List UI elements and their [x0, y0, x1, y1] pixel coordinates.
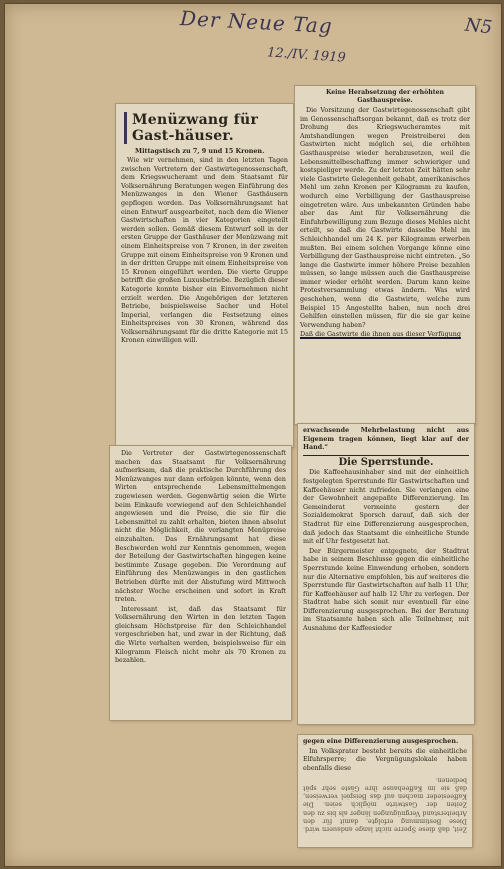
paragraph: Die Kaffeehausinhaber sind mit der einheitlich festgelegten Sperrstunde für Gastwirtschaften und Kaffeehäuser nicht zufrieden. Sie verlangen eine der Gewohnheit angepaßte Differenzierung. Im Gemeinderat vermeinte gestern der Sozialdemokrat Sporsch darauf, daß sich der Stadtrat für eine Differenzierung ausgesprochen, daß jedoch das Staatsamt die einheitliche Stunde mit elf Uhr festgesetzt hat.: [303, 469, 469, 546]
paragraph: Im Volksprater besteht bereits die einheitliche Elfuhrsperre; die Vergnügungslokale haben ebenfalls diese: [303, 747, 467, 772]
handwritten-source: Der Neue Tag: [179, 6, 334, 38]
clipping-menuzwang: [116, 104, 293, 447]
section-heading: Die Sperrstunde.: [338, 456, 434, 468]
paragraph: Der Bürgermeister entgegnete, der Stadtrat habe in seinem Beschlusse gegen die einheitliche Sperrstunde keine Einwendung erhoben, sondern nur die Alternative empfohlen, bis auf weiteres die Sperrstunde für Gastwirtschaften auf halb 11 Uhr, für Kaffeehäuser auf halb 12 Uhr zu verlegen. Der Stadtrat habe sich somit nur eventuell für eine Differenzierung ausgesprochen. Bei der Beratung im Staatsamte haben sich alle Teilnehmer, mit Ausnahme der Kaffeesieder: [303, 547, 469, 633]
headline-box: [124, 112, 288, 144]
paragraph: gegen eine Differenzierung ausgesprochen.: [303, 738, 459, 745]
article-body: Die Vorsitzung der Gastwirtegenossenschaft gibt im Genossenschaftsorgan bekannt, daß es trotz der Drohung des Kriegswucheramtes mit Amtshandlungen wegen Preistreiberei den Gastwirten nicht möglich sei, die erhöhten Gasthauspreise wieder herabzusetzen, weil die Lebensmittelbeschaffung immer schwieriger und kostspieliger werde. Zu der letzten Zeit hätten sehr viele Gastwirte Gelegenheit gehabt, amerikanisches Mehl um zehn Kronen per Kilogramm zu kaufen, wodurch eine Verbilligung der Gasthauspreise eingetreten wäre. Aus unbekannten Gründen habe aber das Amt für Volksernährung die Einfuhrbewilligung zum Bezuge dieses Mehles nicht erteilt, so daß die Gastwirte dasselbe Mehl im Schleichhandel um 24 K. per Kilogramm erwerben mußten. Bei einem solchen Vorgange könne eine Verbilligung der Gasthauspreise nicht eintreten. „So lange die Gastwirte immer höhere Preise bezahlen müssen, so lange müssen auch die Gasthauspreise immer wieder erhöht werden. Darum kann keine Protestversammlung etwas ändern. Was wird geschehen, wenn die Gastwirte, welche zum Beispiel 15 Angestellte haben, nun noch drei Gehilfen einstellen müssen, für die sie gar keine Verwendung haben?: [300, 107, 470, 329]
clipping-menuzwang-continued: [110, 446, 291, 720]
paragraph: Interessant ist, daß das Staatsamt für Volksernährung den Wirten in den letzten Tagen gleichsam Höchstpreise für den Schleichhandel vorgeschrieben hat, und zwar in der Richtung, daß die Wirte verhalten werden, beispielsweise für ein Kilogramm Fleisch nicht mehr als 70 Kronen zu bezahlen.: [115, 605, 286, 665]
clipping-sperrstunde: [298, 424, 474, 724]
subheadline: Mittagstisch zu 7, 9 und 15 Kronen.: [135, 147, 265, 155]
paragraph: Die Vertreter der Gastwirtegenossenschaft machen das Staatsamt für Volksernährung aufmerksam, daß die praktische Durchführung des Menüzwanges nur dann erfolgen könnte, wenn den Wirten entsprechende Lebensmittelmengen zugewiesen werden. Gegenwärtig seien die Wirte beim Einkaufe vorwiegend auf den Schleichhandel angewiesen und die Preise, die sie für die Lebensmittel zu zahlt erhalten, bieten ihnen absolut nicht die Möglichkeit, die verlangten Menüpreise einzuhalten. Das Ernährungsamt hat diese Beschwerden wohl zur Kenntnis genommen, wegen der Beteilung der Gastwirtschaften hingegen keine bestimmte Zusage gegeben. Die Verordnung auf Einführung des Menüzwanges in den gastlichen Betrieben dürfte mit der Abstufung wird Mittwoch nächster Woche erscheinen und sofort in Kraft treten.: [115, 450, 286, 604]
marked-line: Daß die Gastwirte die ihnen aus dieser Verfügung: [300, 331, 461, 339]
clipping-heading: Keine Herabsetzung der erhöhten Gasthauspreise.: [325, 89, 445, 104]
handwritten-reference: N5: [463, 14, 494, 39]
bleed-through-text: Zeit, daß diese Sperre nicht lange andauern wird. Diese Bestimmung erfolgte, damit für den Arbeiterstand Vergnügungen länger als bis zu den Zeiten der Gastwirte möglich seien. Die Kaffeesieder machen auf das Beispiel verweisen, daß sie im Kaffeehause ihre Gäste sehr spät bedienen.: [303, 776, 467, 833]
handwritten-date: 12./IV. 1919: [266, 45, 347, 66]
continued-text: erwachsende Mehrbelastung nicht aus Eigenem tragen können, liegt klar auf der Hand.“: [303, 427, 469, 452]
headline: Menüzwang für Gast-häuser.: [132, 112, 259, 144]
clipping-volksprater: [298, 735, 472, 847]
divider: [303, 455, 469, 456]
clipping-gasthauspreise: [295, 86, 475, 424]
article-body: Wie wir vernehmen, sind in den letzten Tagen zwischen Vertretern der Gastwirtegenossenschaft, dem Kriegswucheramt und dem Staatsamt für Volksernährung Beratungen wegen Einführung des Menüzwanges in den Wiener Gasthäusern gepflogen worden. Das Volksernährungsamt hat einen Entwurf ausgearbeitet, nach dem die Wiener Gastwirtschaften in vier Kategorien eingeteilt werden sollen. Gemäß diesem Entwurf soll in der ersten Gruppe der Gasthäuser der Menüzwang mit einem Einheitspreise von 7 Kronen, in der zweiten Gruppe mit einem Einheitspreise von 9 Kronen und in der dritten Gruppe mit einem Einheitspreise von 15 Kronen eingeführt werden. Die vierte Gruppe betrifft die großen Luxusbetriebe. Bezüglich dieser Kategorie konnte bisher ein Einvernehmen nicht erzielt werden. Die Angehörigen der letzteren Betriebe, beispielsweise Sacher und Hotel Imperial, verlangen die Festsetzung eines Einheitspreises von 30 Kronen, während das Volksernährungsamt für die dritte Kategorie mit 15 Kronen einwilligen will.: [121, 157, 288, 345]
